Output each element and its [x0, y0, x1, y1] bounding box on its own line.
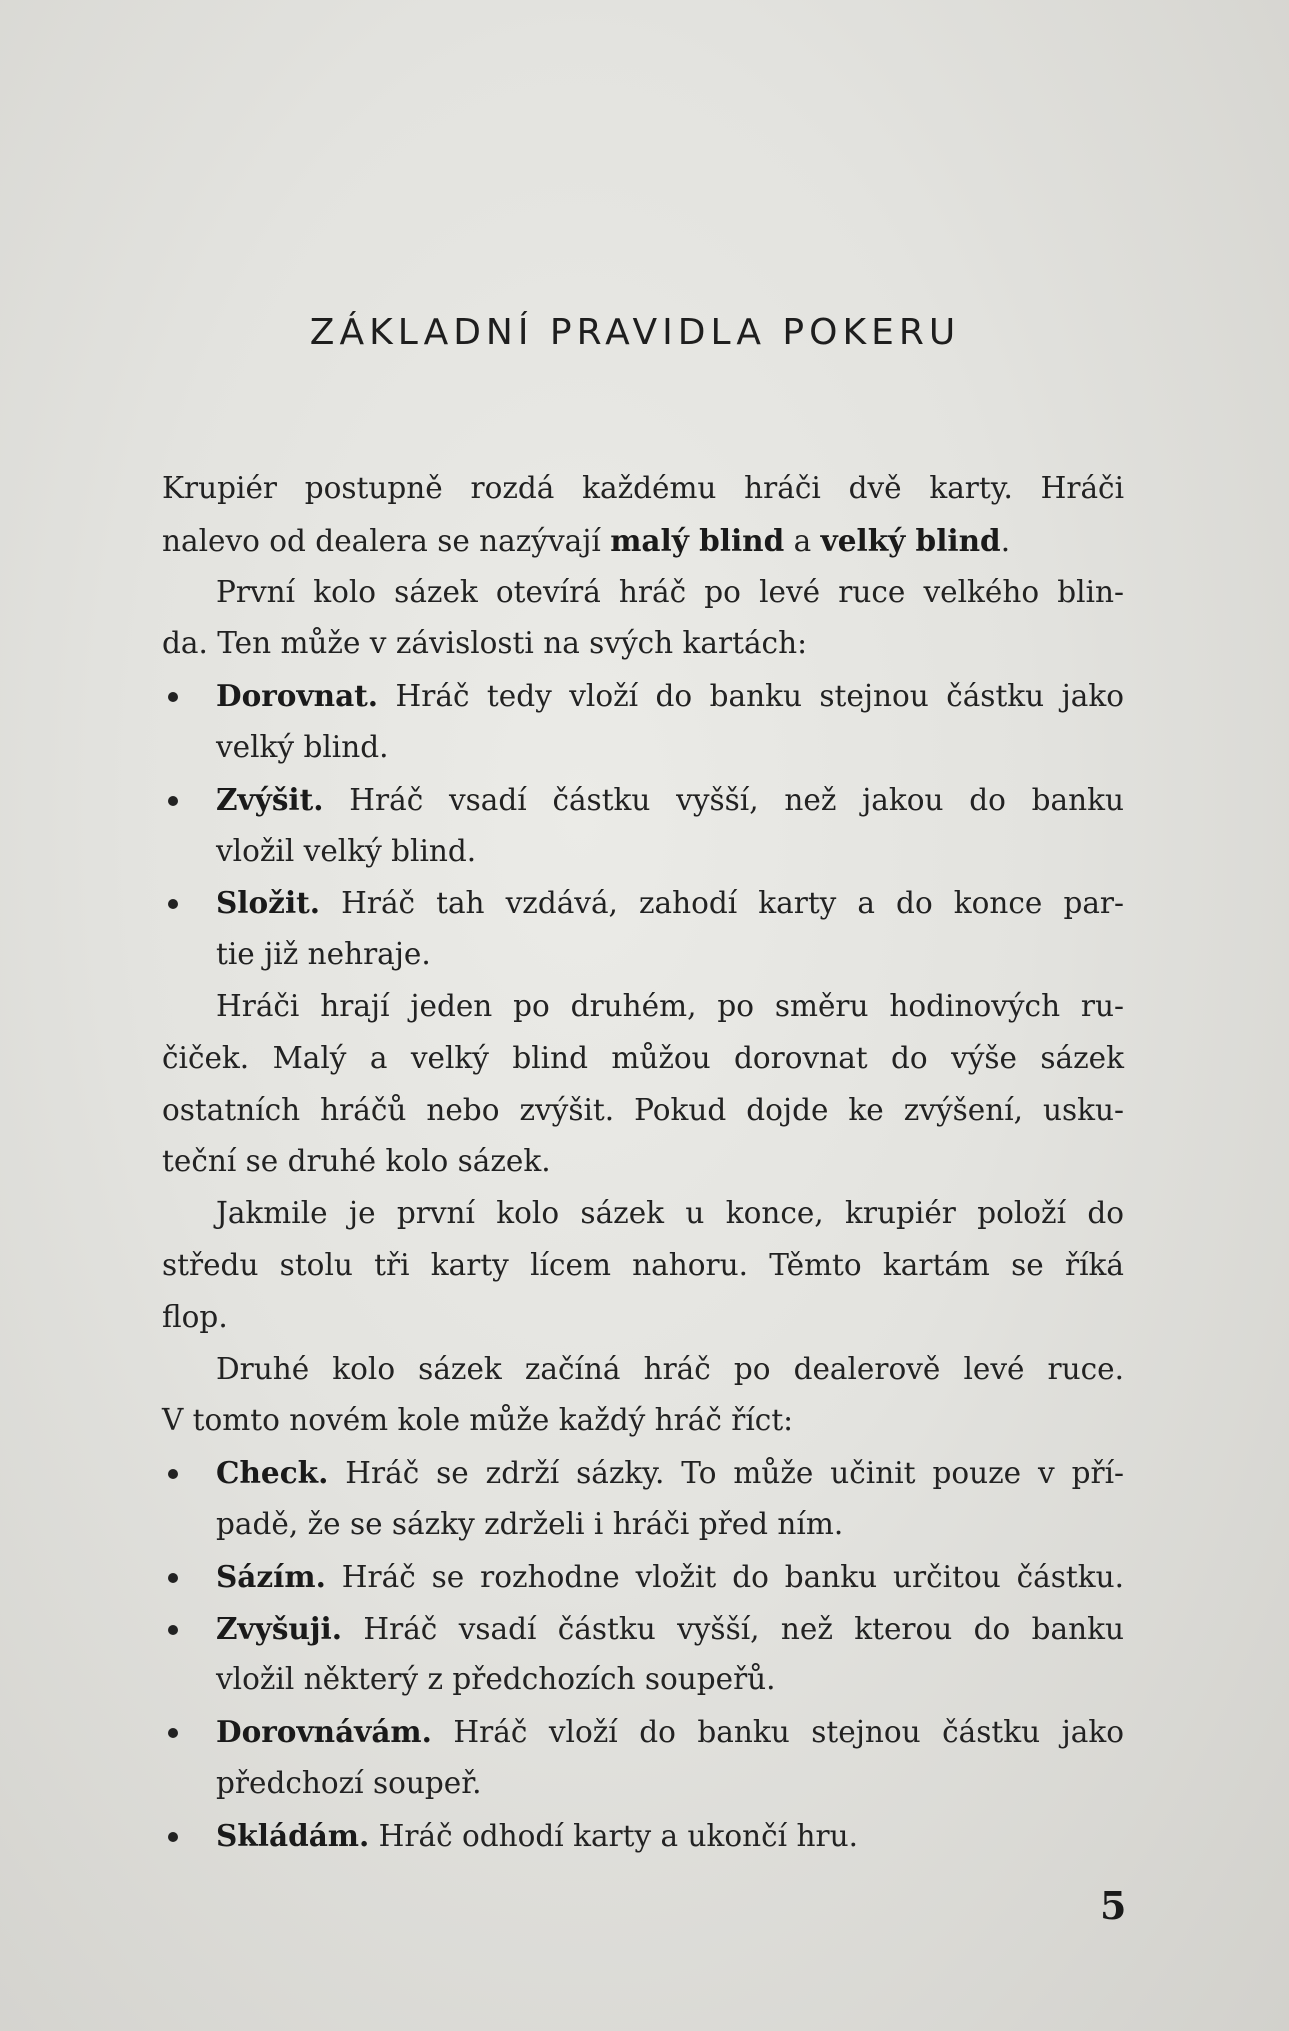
bold-term: Složit.	[216, 885, 321, 921]
bullet-item	[162, 670, 1124, 722]
text-span: Hráč vsadí částku vyšší, než kterou do banku	[342, 1611, 1124, 1646]
bullet-icon	[168, 1625, 178, 1635]
bold-term: Check.	[216, 1455, 329, 1491]
paragraph-line: flop.	[162, 1299, 228, 1334]
text-span: Hráč vloží do banku stejnou částku jako	[431, 1715, 1124, 1750]
bullet-item	[162, 1706, 1124, 1758]
bullet-item	[162, 774, 1124, 826]
bullet-icon	[168, 1728, 178, 1738]
bullet-continuation: vložil některý z předchozích soupeřů.	[216, 1662, 776, 1697]
bullet-item	[162, 1551, 1124, 1603]
text-span: .	[1000, 523, 1011, 558]
paragraph-line: V tomto novém kole může každý hráč říct:	[162, 1403, 794, 1438]
bullet-icon	[168, 899, 178, 909]
text-span: a	[784, 523, 821, 558]
paragraph-line: da. Ten může v závislosti na svých kartách:	[162, 626, 808, 661]
text-span: nalevo od dealera se nazývají	[162, 523, 611, 558]
bold-term: Dorovnat.	[216, 678, 379, 714]
page-number: 5	[1100, 1883, 1127, 1928]
paragraph-line	[162, 515, 1124, 567]
paragraph-line: Jakmile je první kolo sázek u konce, krupiér položí do	[216, 1196, 1124, 1231]
paragraph-line: čiček. Malý a velký blind můžou dorovnat do výše sázek	[162, 1040, 1124, 1075]
chapter-heading: ZÁKLADNÍ PRAVIDLA POKERU	[309, 312, 961, 353]
bold-term: Zvyšuji.	[216, 1610, 343, 1646]
bullet-item	[162, 1810, 1124, 1862]
bullet-continuation: padě, že se sázky zdrželi i hráči před ním.	[216, 1506, 844, 1541]
paragraph-line: Hráči hrají jeden po druhém, po směru hodinových ru-	[216, 988, 1124, 1023]
paragraph-line: První kolo sázek otevírá hráč po levé ruce velkého blin-	[216, 574, 1124, 609]
text-span: Hráč odhodí karty a ukončí hru.	[369, 1818, 858, 1853]
bold-term: Zvýšit.	[216, 781, 324, 817]
text-span: Hráč se zdrží sázky. To může učinit pouze v pří-	[328, 1456, 1124, 1491]
text-span: Hráč vsadí částku vyšší, než jakou do banku	[323, 782, 1124, 817]
paragraph-line: Druhé kolo sázek začíná hráč po dealerově levé ruce.	[216, 1351, 1124, 1386]
bullet-icon	[168, 796, 178, 806]
bullet-continuation: předchozí soupeř.	[216, 1765, 482, 1800]
bullet-continuation: tie již nehraje.	[216, 937, 431, 972]
bold-term: Sázím.	[216, 1558, 326, 1594]
bullet-icon	[168, 692, 178, 702]
text-span: Hráč tedy vloží do banku stejnou částku jako	[378, 679, 1124, 714]
bullet-icon	[168, 1832, 178, 1842]
paragraph-line: ostatních hráčů nebo zvýšit. Pokud dojde ke zvýšení, usku-	[162, 1092, 1124, 1127]
text-span: Hráč tah vzdává, zahodí karty a do konce par-	[320, 886, 1124, 921]
paragraph-line: teční se druhé kolo sázek.	[162, 1144, 551, 1179]
bold-term: Skládám.	[216, 1817, 370, 1853]
bullet-item	[162, 1603, 1124, 1655]
bullet-item	[162, 877, 1124, 929]
bold-term: Dorovnávám.	[216, 1714, 432, 1750]
bullet-item	[162, 1447, 1124, 1499]
bold-term: malý blind	[610, 522, 785, 558]
bold-term: velký blind	[820, 522, 1001, 558]
text-span: Hráč se rozhodne vložit do banku určitou částku.	[325, 1559, 1124, 1594]
bullet-continuation: velký blind.	[216, 729, 389, 764]
bullet-continuation: vložil velký blind.	[216, 833, 477, 868]
bullet-icon	[168, 1573, 178, 1583]
bullet-icon	[168, 1469, 178, 1479]
body-text	[162, 463, 1124, 1862]
paragraph-line: Krupiér postupně rozdá každému hráči dvě karty. Hráči	[162, 471, 1124, 505]
paragraph-line: středu stolu tři karty lícem nahoru. Těmto kartám se říká	[162, 1247, 1124, 1282]
